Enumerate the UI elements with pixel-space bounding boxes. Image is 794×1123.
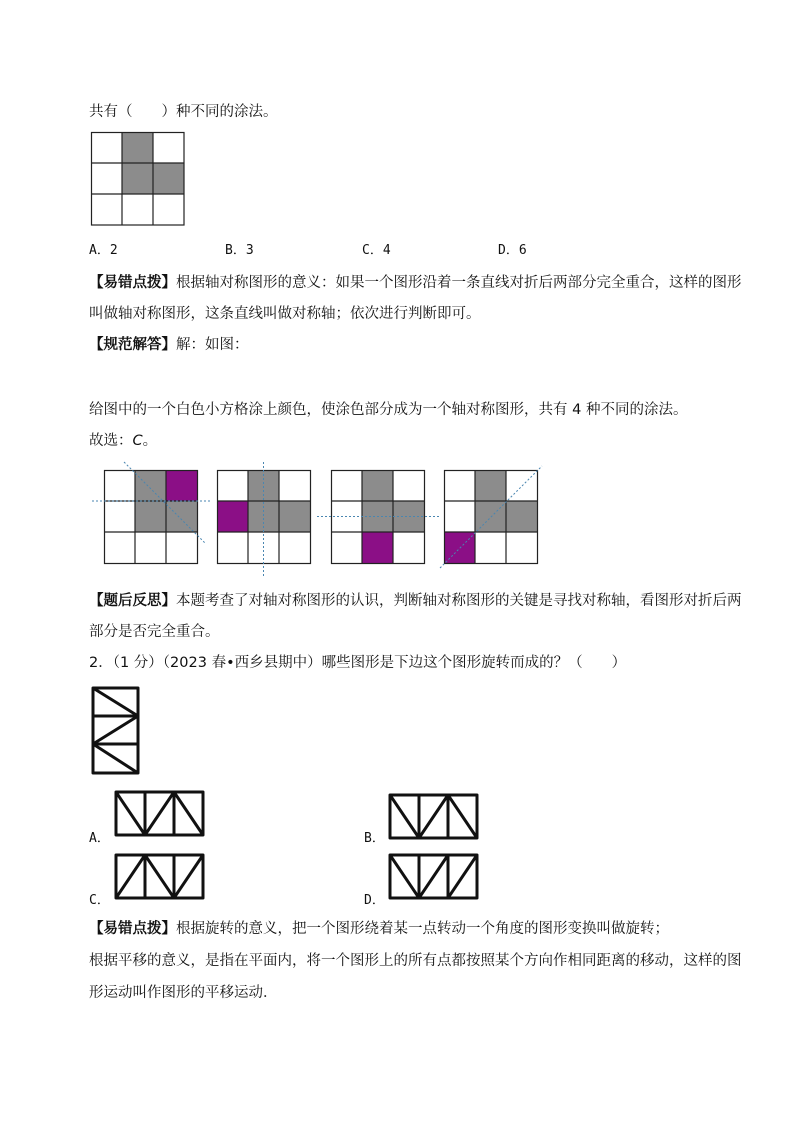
q1-figure-svg: [91, 132, 185, 226]
shaded-cell: [122, 132, 153, 163]
shaded-cell: [153, 163, 184, 194]
option-value: 6: [518, 243, 527, 258]
option-value: 2: [109, 243, 118, 258]
q1-option-d[interactable]: [498, 242, 527, 260]
q2-hint-line1: [89, 918, 669, 940]
q2-original-figure: [91, 686, 151, 778]
answer-tag: 【规范解答】: [89, 337, 176, 353]
q2-option-a[interactable]: A．: [89, 831, 110, 846]
hint-tag: 【易错点拨】: [89, 275, 176, 291]
choice-prefix: 故选：: [89, 433, 133, 449]
option-letter: D．: [498, 243, 519, 258]
q1-hint-line1: [89, 272, 742, 294]
solution-grid-3: [317, 470, 439, 564]
q2-option-c-figure: [114, 853, 206, 903]
q2-option-a-figure: [114, 790, 206, 840]
q1-answer-line: [89, 334, 249, 356]
solution-grid-1: [92, 462, 210, 564]
q2-option-d[interactable]: D．: [364, 893, 385, 908]
q1-option-a[interactable]: [89, 242, 118, 260]
q1-reflect-line2: 部分是否完全重合。: [89, 624, 220, 640]
solution-grid-2: [217, 462, 311, 576]
q1-explanation: 给图中的一个白色小方格涂上颜色，使涂色部分成为一个轴对称图形，共有 4 种不同的涂法。: [89, 402, 688, 418]
hint-tag: 【易错点拨】: [89, 921, 176, 937]
option-letter: C．: [362, 243, 383, 258]
q2-hint-line2: 根据平移的意义，是指在平面内，将一个图形上的所有点都按照某个方向作相同距离的移动，这样的图: [89, 953, 742, 969]
choice-suffix: 。: [142, 433, 158, 449]
hint-text: 根据轴对称图形的意义：如果一个图形沿着一条直线对折后两部分完全重合，这样的图形: [176, 275, 742, 291]
hint-text: 根据旋转的意义，把一个图形绕着某一点转动一个角度的图形变换叫做旋转；: [176, 921, 669, 937]
reflect-tag: 【题后反思】: [89, 593, 176, 609]
solution-grid-4: [440, 466, 542, 568]
option-letter: A．: [89, 243, 110, 258]
q2-option-d-figure: [388, 853, 480, 903]
q2-option-b[interactable]: B．: [364, 831, 385, 846]
q2-option-c[interactable]: C．: [89, 893, 110, 908]
reflect-text: 本题考查了对轴对称图形的认识，判断轴对称图形的关键是寻找对称轴，看图形对折后两: [176, 593, 742, 609]
q2-option-b-figure: [388, 793, 480, 843]
q1-reflect-line1: [89, 590, 742, 612]
q1-option-b[interactable]: [225, 242, 254, 260]
answer-text: 解：如图：: [176, 337, 249, 353]
q1-choice: [89, 430, 157, 452]
q1-hint-line2: 叫做轴对称图形，这条直线叫做对称轴；依次进行判断即可。: [89, 306, 481, 322]
choice-letter: C: [132, 433, 143, 449]
option-value: 4: [382, 243, 391, 258]
q1-figure: [91, 132, 185, 226]
q2-hint-line3: 形运动叫作图形的平移运动．: [89, 985, 278, 1001]
q1-stem: 共有（ ）种不同的涂法。: [89, 104, 278, 120]
q1-option-c[interactable]: [362, 242, 391, 260]
q2-stem: 2．（1 分）（2023 春•西乡县期中）哪些图形是下边这个图形旋转而成的？（ ）: [89, 655, 627, 671]
option-letter: B．: [225, 243, 246, 258]
option-value: 3: [245, 243, 254, 258]
shaded-cell: [122, 163, 153, 194]
q1-solution-figures: [0, 460, 794, 580]
